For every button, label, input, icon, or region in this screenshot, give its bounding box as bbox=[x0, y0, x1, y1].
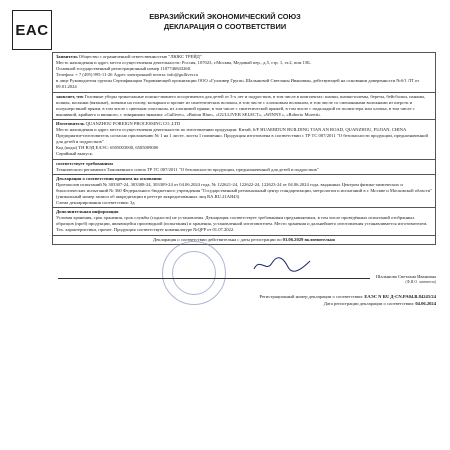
manufacturer-name: QUANZHOU FOREIGN PROCESSING CO.,LTD bbox=[85, 120, 181, 126]
signer-name: Шалынова Светлана Ивановна bbox=[375, 273, 436, 279]
declares-label: заявляет, что bbox=[56, 93, 84, 99]
compliance-label: соответствует требованиям bbox=[56, 160, 113, 166]
registration-date: 04.06.2024 bbox=[415, 300, 436, 306]
extra-info-block bbox=[52, 208, 436, 235]
validity-block bbox=[52, 236, 436, 245]
declaration-title: ДЕКЛАРАЦИЯ О СООТВЕТСТВИИ bbox=[163, 22, 287, 31]
applicant-address: Место нахождения и адрес места осуществления деятельности: Россия, 107023, г.Москва, Медовый пер., д.5, стр. 1, эт.2, пом 15Б. bbox=[56, 60, 311, 66]
compliance-block bbox=[52, 160, 436, 175]
declares-block bbox=[52, 93, 436, 120]
manufacturer-address: Место нахождения и адрес места осуществления деятельности по изготовлению продукции: Китай, 6/F HUAERDUN BUILDING TIAN AN ROAD, QUANZHOU, FUJIAN, CHINA bbox=[56, 127, 407, 133]
seal-stamp bbox=[162, 241, 226, 305]
basis-text: Протоколов испытаний № 303307-24, 303308-24, 303309-24 от 04.06.2024 года, № 122621-24, 122622-24, 122623-24 от 04.06.2024 года, выданных Центром физико-химических и биологических испытаний № 360 Федерального бюджетного учреждения "Государственный региональный центр стандартизации, метрологии и испытаний в г. Москве и Московской области" (уникальный номер записи об аккредитации в реестре аккредитованных лиц RA.RU.21АЯ43) bbox=[56, 181, 432, 199]
manufacturer-enterprise: Предприятие-изготовитель согласно приложению № 1 на 1 листе, листы 1 поименно. Продукция изготовлена в соответствии с ТР ТС 007/2011 "О безопасности продукции, предназначенной для детей и подростков" bbox=[56, 133, 428, 145]
manufacturer-label: Изготовитель bbox=[56, 120, 85, 126]
registration-number: ЕАЭС N RU Д-CN.PA04.B.84245/24 bbox=[364, 293, 436, 299]
declaration-body bbox=[52, 52, 436, 307]
applicant-representative: в лице Руководителя группы Сертификации Управляющей организации ООО «Гулливер Групп» Шалыновой Светланы Ивановны, действующей на основании доверенности №б/1 ЛТ от 09.01.2024 bbox=[56, 78, 420, 90]
validity-date: 03.06.2029 включительно bbox=[282, 236, 336, 242]
extra-info-label: Дополнительная информация bbox=[56, 209, 119, 215]
registration-block bbox=[52, 293, 436, 307]
extra-info-text: Условия хранения, срок хранения, срок службы (годности) не установлены. Декларация соответствует требованиям предъявляемым, в том числе проведённых испытаний отобранных образцов (проб) продукции, являющейся производной (испытания) и хранения, установленной изготовителем. Место хранения и дальнейшего изготовления устанавливается изготовителем. Тех. характеристики, прочее. Продукция соответствует номенклатуре №QFP от 01.07.2022. bbox=[56, 215, 428, 233]
signature-scribble bbox=[252, 255, 312, 275]
applicant-label: Заявитель bbox=[56, 54, 78, 59]
series-type: Серийный выпуск. bbox=[56, 151, 93, 157]
signature-line bbox=[52, 274, 436, 280]
applicant-ogrn: Основной государственный регистрационный номер 1107746843260. bbox=[56, 66, 192, 72]
applicant-name: Общество с ограниченной ответственностью "ЛЮКС ТРЕЙД" bbox=[78, 54, 202, 59]
eac-logo: EAC bbox=[12, 10, 52, 50]
registration-date-label: Дата регистрации декларации о соответствии: bbox=[323, 300, 415, 306]
validity-label: Декларация о соответствии действительна с даты регистрации по bbox=[152, 236, 282, 242]
applicant-block bbox=[52, 52, 436, 93]
union-title: ЕВРАЗИЙСКИЙ ЭКОНОМИЧЕСКИЙ СОЮЗ bbox=[149, 12, 301, 21]
product-description: Головные уборы трикотажные поясно-зимнего ассортимента для детей от 3-х лет и подростков, в том числе в комплектах: шапки, шапки-шлемы, береты, бейсболки, панамы, шляпы, косынки (вязаные), повязки на голову, козырьки и прочие из синтетических волокон, в том числе с хлопковым волокном, в том числе со смешанными волокнами из шерсти и полушерстяной пряжи, в том числе с цветным эластаном, из хлопковой пряжи, в том числе с синтетической пряжей, в том числе с подкладкой из полиэстера или хлопка, в том числе с вышивкой, крайнего и вязаного, с товарными знаками: «Gulliver», «Button Blue», «GULLIVER SELECT», «WINNY», «Roberto Moretti» bbox=[56, 93, 426, 117]
document-header bbox=[0, 12, 450, 32]
registration-number-label: Регистрационный номер декларации о соответствии: bbox=[259, 293, 364, 299]
signature-area bbox=[52, 249, 436, 293]
scheme-text: Схема декларирования соответствия: 3д bbox=[56, 200, 135, 206]
basis-label: Декларация о соответствии принята на основании bbox=[56, 175, 162, 181]
signer-caption: (Ф.И.О. заявителя) bbox=[405, 279, 436, 284]
basis-block bbox=[52, 175, 436, 208]
applicant-contacts: Телефон: + 7 (495) 995-11-26 Адрес электронной почты: info@gulliver.ru bbox=[56, 72, 198, 78]
compliance-text: Технического регламента Таможенного союза ТР ТС 007/2011 "О безопасности продукции, предназначенной для детей и подростков" bbox=[56, 166, 319, 172]
tnved-codes: Код (коды) ТН ВЭД ЕАЭС: 6505003000, 6505009000 bbox=[56, 145, 159, 151]
manufacturer-block bbox=[52, 120, 436, 160]
